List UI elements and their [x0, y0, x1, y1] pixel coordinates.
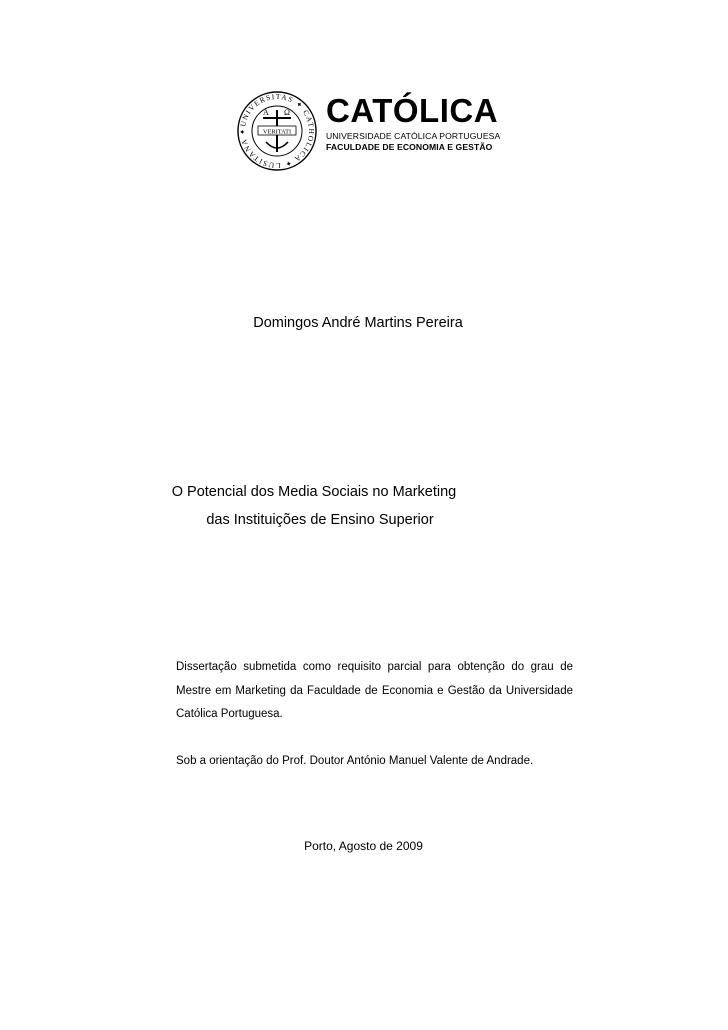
author-name: [0, 315, 728, 331]
svg-text:Ω: Ω: [284, 108, 290, 117]
faculty-name: FACULDADE DE ECONOMIA E GESTÃO: [326, 142, 493, 152]
university-seal-icon: [236, 90, 318, 172]
university-logo: [236, 90, 501, 172]
supervisor-statement: Sob a orientação do Prof. Doutor António Manuel Valente de Andrade.: [176, 755, 534, 767]
place-and-date: [0, 839, 728, 853]
svg-text:A: A: [263, 108, 269, 117]
title-line-2: das Instituições de Ensino Superior: [206, 512, 434, 528]
title-line-1: O Potencial dos Media Sociais no Marketing: [171, 484, 457, 500]
svg-text:UNIVERSITAS ✦ CATHOLICA ✦ LUSI: UNIVERSITAS ✦ CATHOLICA ✦ LUSITANA ✦: [237, 91, 317, 171]
place-and-date-text: Porto, Agosto de 2009: [304, 839, 423, 853]
institution-name: UNIVERSIDADE CATÓLICA PORTUGUESA: [326, 131, 501, 141]
brand-block: [326, 94, 501, 153]
submission-statement: Dissertação submetida como requisito parcial para obtenção do grau de Mestre em Marketing da Faculdade de Economia e Gestão da Universidade Católica Portuguesa.: [176, 661, 573, 720]
seal-motto: VERITATI: [262, 128, 292, 136]
author-name-text: Domingos André Martins Pereira: [253, 315, 463, 331]
dissertation-title: [0, 478, 728, 534]
brand-name: CATÓLICA: [326, 92, 499, 129]
